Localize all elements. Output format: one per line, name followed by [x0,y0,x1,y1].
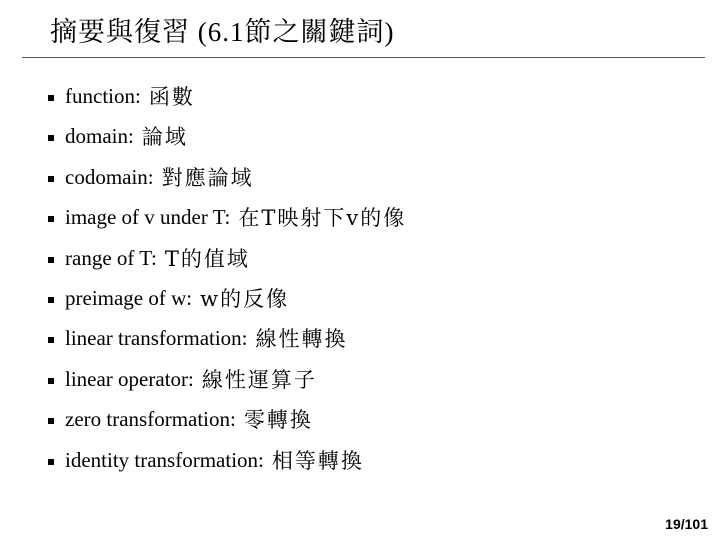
page-number: 19/101 [665,516,708,532]
term-translation: 函數 [148,85,195,109]
list-item [48,365,317,393]
square-bullet-icon [48,378,54,384]
list-item [48,82,195,110]
term-label: identity transformation: [65,447,264,472]
term-label: range of T: [65,245,157,270]
square-bullet-icon [48,297,54,303]
term-label: linear transformation: [65,325,248,350]
list-item [48,446,364,474]
list-item [48,203,406,231]
square-bullet-icon [48,176,54,182]
term-label: image of v under T: [65,204,231,229]
square-bullet-icon [48,95,54,101]
square-bullet-icon [48,337,54,343]
term-translation: 相等轉換 [271,449,364,473]
term-translation: 線性轉換 [255,327,348,351]
slide-title: 摘要與復習 (6.1節之關鍵詞) [50,17,395,47]
square-bullet-icon [48,459,54,465]
list-item [48,284,289,312]
list-item [48,324,348,352]
square-bullet-icon [48,257,54,263]
term-label: codomain: [65,164,154,189]
term-label: domain: [65,123,134,148]
term-label: function: [65,83,141,108]
list-item [48,244,250,272]
term-translation: 線性運算子 [201,368,317,392]
term-translation: w的反像 [200,287,290,311]
term-label: preimage of w: [65,285,193,310]
term-label: zero transformation: [65,406,236,431]
term-translation: 在T映射下v的像 [238,206,407,230]
square-bullet-icon [48,418,54,424]
term-translation: 零轉換 [243,408,313,432]
square-bullet-icon [48,216,54,222]
term-translation: 論域 [141,125,188,149]
list-item [48,405,313,433]
term-label: linear operator: [65,366,194,391]
square-bullet-icon [48,135,54,141]
term-translation: 對應論域 [161,166,254,190]
list-item [48,122,188,150]
term-translation: T的值域 [164,247,250,271]
list-item [48,163,254,191]
